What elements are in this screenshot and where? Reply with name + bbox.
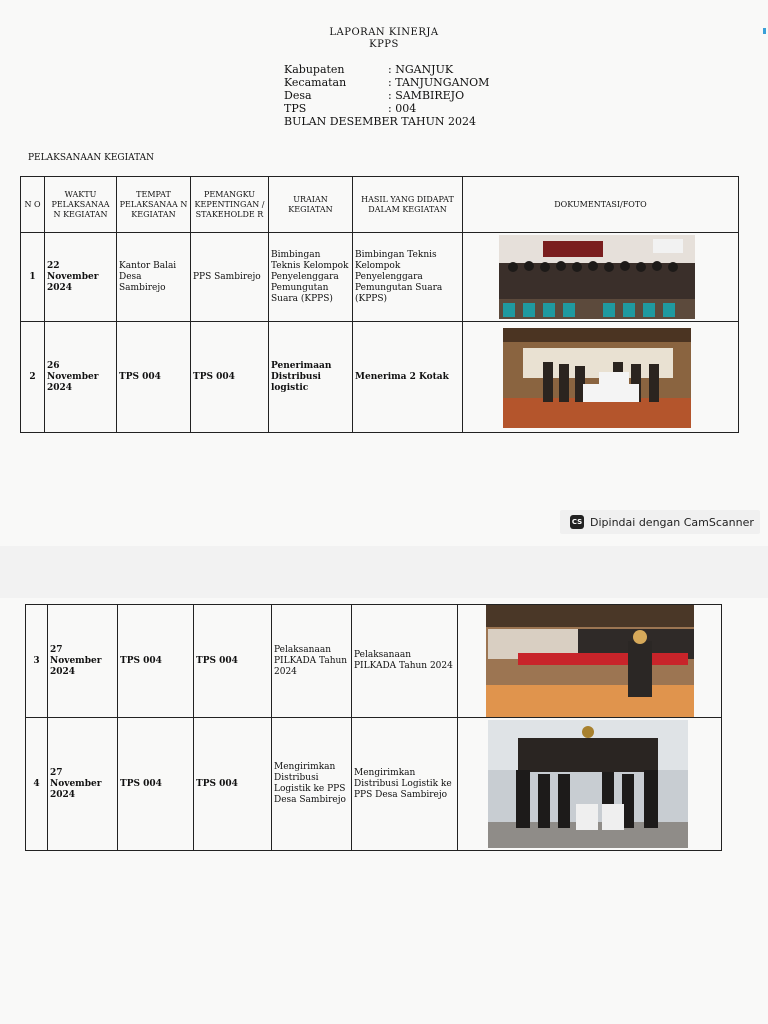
col-header-hasil: HASIL YANG DIDAPAT DALAM KEGIATAN [353,177,463,233]
info-row-tps: TPS : 004 [284,102,417,115]
table-row: 3 27 November 2024 TPS 004 TPS 004 Pelaksanaan PILKADA Tahun 2024 Pelaksanaan PILKADA Tahun 2024 [26,605,722,718]
table-row: 1 22 November 2024 Kantor Balai Desa Sambirejo PPS Sambirejo Bimbingan Teknis Kelompok Penyelenggara Pemungutan Suara (KPPS) Bimbingan Teknis Kelompok Penyelenggara Pemungutan Suara (KPPS) [21,233,739,322]
activity-table-part1 [20,176,739,433]
info-block [284,63,489,128]
col-header-dokumentasi: DOKUMENTASI/FOTO [463,177,739,233]
activity-table-part2 [25,604,722,851]
col-header-no: N O [21,177,45,233]
photo-pilkada [458,605,722,717]
table-row: 4 27 November 2024 TPS 004 TPS 004 Mengirimkan Distribusi Logistik ke PPS Desa Sambirejo Mengirimkan Distribusi Logistik ke PPS Desa Sambirejo [26,718,722,851]
photo-logistik-terima [463,322,739,432]
photo-cell [458,718,722,851]
photo-cell [463,233,739,322]
photo-cell [463,322,739,433]
col-header-pemangku: PEMANGKU KEPENTINGAN / STAKEHOLDE R [191,177,269,233]
photo-bimtek [463,233,739,321]
info-row-kabupaten: Kabupaten : NGANJUK [284,63,454,76]
report-subtitle: KPPS [369,39,399,50]
photo-logistik-kirim [458,718,722,850]
report-title: LAPORAN KINERJA [329,27,439,38]
section-title: PELAKSANAAN KEGIATAN [28,153,155,163]
info-row-kecamatan: Kecamatan : TANJUNGANOM [284,76,490,89]
col-header-waktu: WAKTU PELAKSANAA N KEGIATAN [45,177,117,233]
col-header-uraian: URAIAN KEGIATAN [269,177,353,233]
camscanner-watermark [560,510,760,534]
table-row: 2 26 November 2024 TPS 004 TPS 004 Penerimaan Distribusi logistic Menerima 2 Kotak [21,322,739,433]
camscanner-text: Dipindai dengan CamScanner [590,515,754,529]
info-row-desa: Desa : SAMBIREJO [284,89,465,102]
camscanner-logo-icon: CS [570,515,584,529]
photo-cell [458,605,722,718]
col-header-tempat: TEMPAT PELAKSANAA N KEGIATAN [117,177,191,233]
table-header-row [21,177,739,233]
page-gap [0,546,768,598]
period-line: BULAN DESEMBER TAHUN 2024 [284,115,476,128]
